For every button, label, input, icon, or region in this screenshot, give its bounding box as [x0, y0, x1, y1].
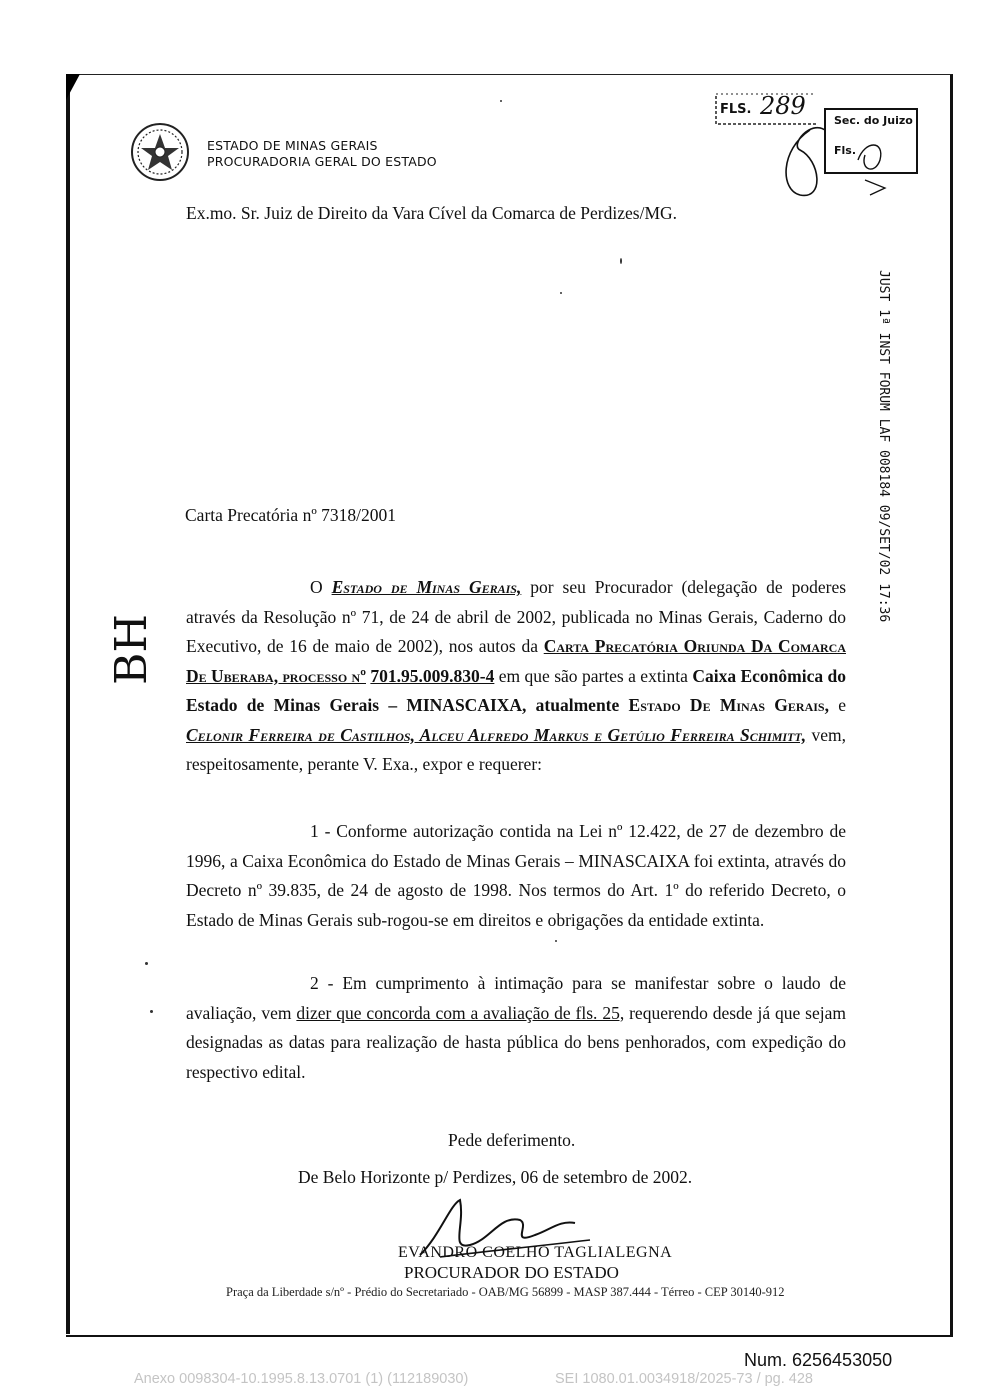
- coat-of-arms-seal: [130, 122, 190, 182]
- signer-title: PROCURADOR DO ESTADO: [404, 1263, 619, 1282]
- addressee-line: Ex.mo. Sr. Juiz de Direito da Vara Cível da Comarca de Perdizes/MG.: [186, 203, 678, 223]
- scan-speck: [500, 100, 502, 102]
- item-2-agreement: dizer que concorda com a avaliação de fls. 25,: [296, 1002, 625, 1023]
- intro-text-4: vem, respeitosamente, perante V. Exa., expor e requerer:: [186, 724, 846, 774]
- process-number: 701.95.009.830-4: [370, 665, 495, 686]
- state-current: Estado De Minas Gerais,: [628, 695, 829, 715]
- reference-line: Carta Precatória nº 7318/2001: [185, 505, 396, 525]
- header-office: PROCURADORIA GERAL DO ESTADO: [207, 154, 437, 169]
- court-section-label: Sec. do Juizo: [834, 114, 913, 127]
- scan-speck: [555, 940, 557, 942]
- scan-speck: [620, 258, 622, 264]
- folio-label: FLS.: [720, 102, 752, 117]
- sei-page-watermark: SEI 1080.01.0034918/2025-73 / pg. 428: [555, 1371, 813, 1387]
- protocol-vertical-stamp: JUST 1ª INST FORUM LAF 008184 09/SET/02 17:36: [876, 270, 891, 623]
- item-2-text-1: 2 - Em cumprimento à intimação para se manifestar sobre o laudo de avaliação, vem: [186, 973, 846, 1023]
- place-date-line: De Belo Horizonte p/ Perdizes, 06 de setembro de 2002.: [298, 1167, 693, 1187]
- closing-line: Pede deferimento.: [448, 1130, 576, 1150]
- office-address-footer: Praça da Liberdade s/nº - Prédio do Secretariado - OAB/MG 56899 - MASP 387.444 - Térreo - CEP 30140-912: [226, 1285, 785, 1299]
- scan-corner-shadow: [66, 74, 80, 100]
- scan-speck: [145, 962, 148, 965]
- intro-text-1: por seu Procurador (delegação de poderes através da Resolução nº 71, de 24 de abril de 2002, publicada no Minas Gerais, Caderno do Executivo, de 16 de maio de 2002), nos autos da: [186, 577, 847, 656]
- folio-number: 289: [760, 92, 806, 120]
- intro-text-2: em que são partes a extinta: [498, 665, 688, 686]
- paragraph-item-2: [186, 969, 846, 1087]
- item-2-text-2: requerendo desde já que sejam designadas as datas para realização de hasta pública do bens penhorados, com expedição do respectivo edital.: [186, 1002, 846, 1082]
- state-name: Estado de Minas Gerais,: [331, 577, 522, 597]
- intro-text-3: e: [838, 695, 847, 715]
- header-state: ESTADO DE MINAS GERAIS: [207, 138, 378, 153]
- court-section-fls: Fls.: [834, 144, 857, 157]
- handwritten-initials-scribble: [770, 100, 900, 210]
- scan-speck: [150, 1010, 153, 1013]
- issuer-header: [207, 138, 437, 170]
- annex-watermark: Anexo 0098304-10.1995.8.13.0701 (1) (112189030): [134, 1371, 469, 1387]
- signer-name: EVANDRO COELHO TAGLIALEGNA: [398, 1244, 673, 1261]
- defendant-parties: Celonir Ferreira de Castilhos, Alceu Alfredo Markus e Getúlio Ferreira Schimitt,: [186, 724, 807, 745]
- carta-precatoria-title: Carta Precatória Oriunda Da Comarca De Uberaba, processo nº: [186, 636, 847, 686]
- document-number: Num. 6256453050: [744, 1350, 893, 1370]
- margin-handwritten-mark: BH: [105, 614, 157, 685]
- paragraph-item-1: 1 - Conforme autorização contida na Lei nº 12.422, de 27 de dezembro de 1996, a Caixa Econômica do Estado de Minas Gerais – MINASCAIXA foi extinta, através do Decreto nº 39.835, de 24 de agosto de 1998. Nos termos do Art. 1º do referido Decreto, o Estado de Minas Gerais sub-rogou-se em direitos e obrigações da entidade extinta.: [186, 821, 846, 930]
- intro-opening: O: [310, 577, 323, 597]
- paragraph-intro: [186, 573, 846, 780]
- scan-left-edge: [66, 74, 70, 1334]
- scan-speck: [560, 292, 562, 294]
- caixa-name: Caixa Econômica do Estado de Minas Gerais – MINASCAIXA, atualmente: [186, 665, 846, 715]
